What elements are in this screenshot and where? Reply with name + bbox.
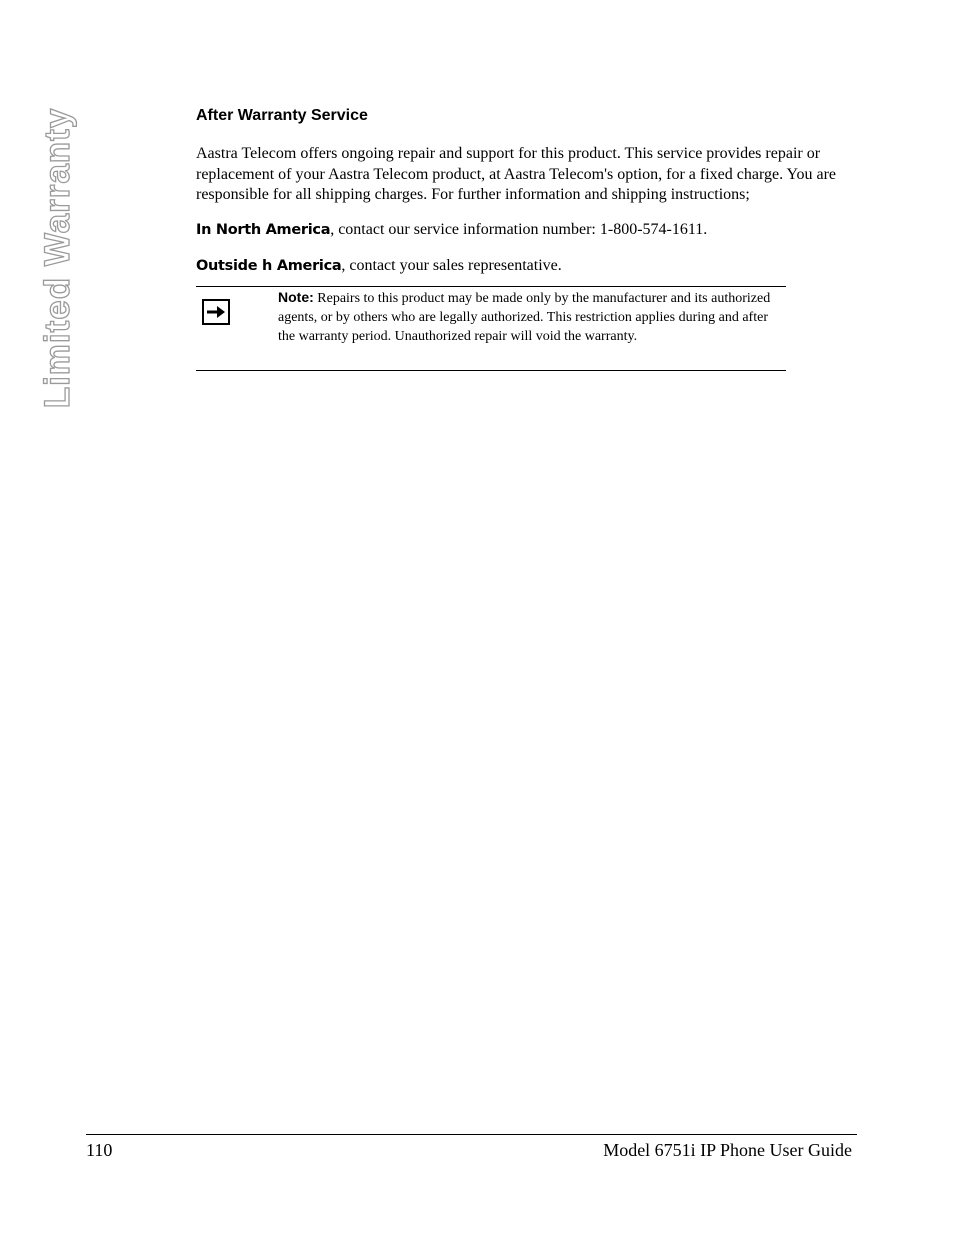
contact-lead-label: In North America	[196, 222, 331, 238]
note-body: Repairs to this product may be made only by the manufacturer and its authorized agents, or by others who are legally authorized. This restriction applies during and after the warranty period. Unauthorized repair will void the warranty.	[278, 291, 771, 344]
section-side-tab	[38, 105, 78, 410]
note-label: Note:	[278, 289, 314, 305]
contact-north-america	[196, 220, 707, 240]
footer-divider	[86, 1134, 857, 1135]
note-callout	[196, 286, 786, 371]
contact-lead-label: Outside h America	[196, 258, 342, 274]
section-heading: After Warranty Service	[196, 107, 368, 124]
footer-document-title: Model 6751i IP Phone User Guide	[603, 1140, 852, 1160]
contact-detail-text: , contact our service information number: 1-800-574-1611.	[330, 221, 708, 238]
page-number: 110	[86, 1140, 113, 1160]
side-tab-label: Limited Warranty	[38, 107, 77, 408]
note-text	[278, 288, 783, 346]
body-paragraph: Aastra Telecom offers ongoing repair and support for this product. This service provides repair or replacement of your Aastra Telecom product, at Aastra Telecom's option, for a fixed charge. You are responsible for all shipping charges. For further information and shipping instructions;	[196, 145, 836, 203]
arrow-right-icon	[202, 299, 230, 325]
contact-outside-america	[196, 256, 562, 276]
contact-detail-text: , contact your sales representative.	[341, 257, 562, 274]
